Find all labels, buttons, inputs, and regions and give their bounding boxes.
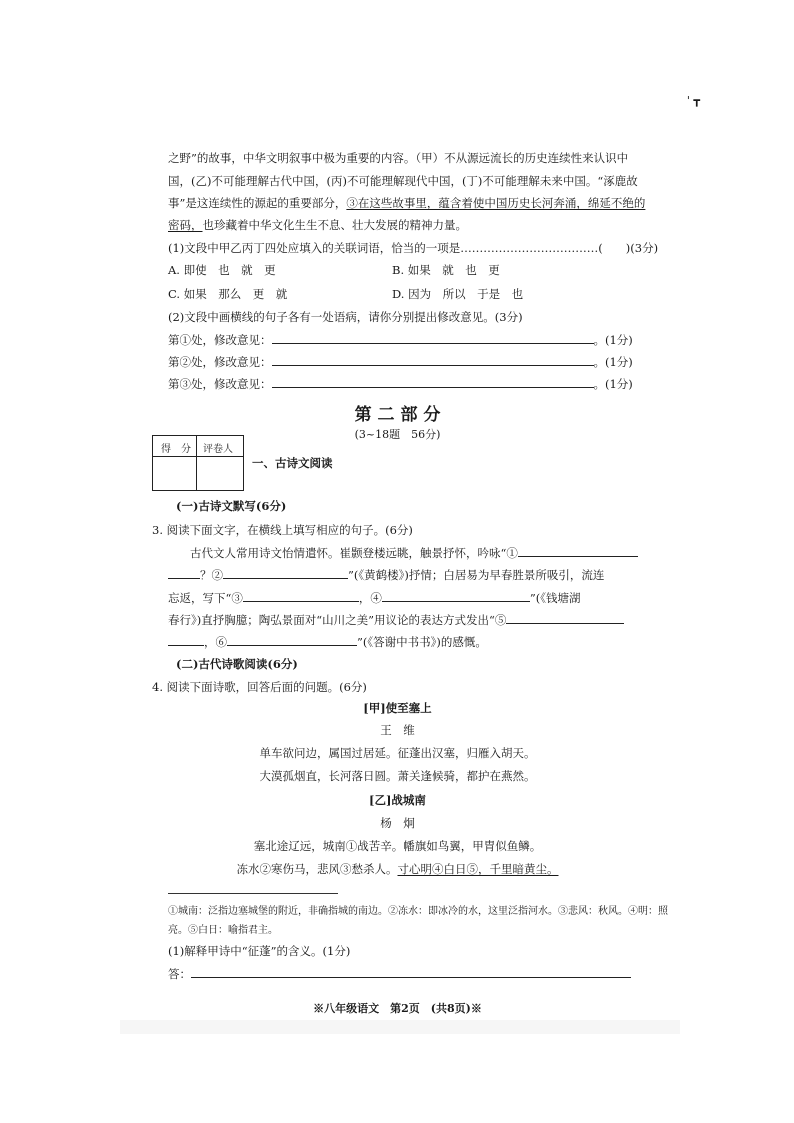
question-2-stem: (2)文段中画横线的句子各有一处语病，请你分别提出修改意见。(3分) [168,310,523,324]
blank-4[interactable] [382,590,530,602]
blank-1[interactable] [518,545,638,557]
part-2-title: 第 二 部 分 [354,405,441,425]
answer-blank[interactable] [191,966,631,978]
underlined-sentence-3-end: 密码， [168,218,203,232]
subsection-1-title: (一)古诗文默写(6分) [176,499,287,513]
revision-1-row: 第①处，修改意见： 。(1分) [168,333,633,347]
poem-a-author: 王 维 [380,723,415,737]
subsection-2-title: (二)古代诗歌阅读(6分) [176,657,298,671]
corner-mark: ' ┳ [686,94,700,107]
section-1-title: 一、古诗文阅读 [252,456,333,470]
question-3-line-5: ，⑥ ”(《答谢中书书》)的感慨。 [168,634,487,650]
underlined-poem-line: 寸心明④白日⑤，千里暗黄尘。 [397,862,559,876]
revision-3-blank[interactable] [272,376,594,388]
passage-line-1: 之野”的故事，中华文明叙事中极为重要的内容。（甲）不从源远流长的历史连续性来认识中 [168,151,629,165]
passage-line-4: 密码，也珍藏着中华文化生生不息、壮大发展的精神力量。 [168,218,467,232]
question-4-1-stem: (1)解释甲诗中“征蓬”的含义。(1分) [168,944,351,958]
footnote-line-1: ①城南：泛指边塞城堡的附近，非确指城的南边。②冻水：即冰冷的水，这里泛指河水。③悲风：秋风。④明：照 [168,906,668,917]
question-3-line-3: 忘返，写下“③ ，④ ”(《钱塘湖 [168,591,581,605]
revision-2-row: 第②处，修改意见： 。(1分) [168,355,633,369]
question-4-stem: 4. 阅读下面诗歌，回答后面的问题。(6分) [152,680,367,694]
passage-line-3: 事”是这连续性的源起的重要部分，③在这些故事里，蕴含着使中国历史长河奔涌，绵延不绝的 [168,196,646,210]
blank-2[interactable] [223,567,348,579]
revision-2-blank[interactable] [272,354,594,366]
poem-b-author: 杨 炯 [380,816,415,830]
page-footer: ※八年级语文 第2页 (共8页)※ [313,1002,482,1015]
scan-shadow [120,1020,680,1034]
blank-5-end[interactable] [168,634,204,646]
poem-a-line-1: 单车欲问边，属国过居延。征蓬出汉塞，归雁入胡天。 [259,746,536,760]
blank-6[interactable] [227,634,357,646]
answer-row: 答： [168,966,631,982]
question-3-stem: 3. 阅读下面文字，在横线上填写相应的句子。(6分) [152,523,413,537]
poem-a-title: [甲]使至塞上 [363,701,432,715]
question-3-line-1: 古代文人常用诗文怡情遣怀。崔颢登楼远眺，触景抒怀，吟咏“① [190,545,638,561]
poem-a-line-2: 大漠孤烟直，长河落日圆。萧关逢候骑，都护在燕然。 [259,769,536,783]
option-c[interactable]: C. 如果 那么 更 就 [168,287,288,301]
question-3-line-2: ？② ”(《黄鹤楼》)抒情；白居易为早春胜景所吸引，流连 [168,567,604,583]
score-table [152,435,244,491]
part-2-subtitle: (3~18题 56分) [354,428,441,441]
blank-5[interactable] [506,612,624,624]
option-a[interactable]: A. 即使 也 就 更 [168,263,276,277]
revision-3-row: 第③处，修改意见： 。(1分) [168,377,633,391]
footnote-divider [168,893,338,894]
underlined-sentence-3: ③在这些故事里，蕴含着使中国历史长河奔涌，绵延不绝的 [346,196,646,210]
poem-b-title: [乙]战城南 [369,793,426,807]
revision-1-blank[interactable] [272,332,594,344]
question-3-line-4: 春行》)直抒胸臆；陶弘景面对“山川之美”用议论的表达方式发出“⑤ [168,612,624,628]
blank-1-end[interactable] [168,567,200,579]
question-1-stem: (1)文段中甲乙丙丁四处应填入的关联词语，恰当的一项是………………………………( )(3分) [168,241,659,255]
poem-b-line-2: 冻水②寒伤马，悲风③愁杀人。寸心明④白日⑤，千里暗黄尘。 [236,862,559,876]
footnote-line-2: 亮。⑤白日：喻指君主。 [168,925,278,936]
option-d[interactable]: D. 因为 所以 于是 也 [392,287,524,301]
score-label: 得 分 [161,444,191,455]
option-b[interactable]: B. 如果 就 也 更 [392,263,500,277]
poem-b-line-1: 塞北途辽远，城南①战苦辛。幡旗如鸟翼，甲胄似鱼鳞。 [253,839,542,853]
blank-3[interactable] [243,590,359,602]
grader-label: 评卷人 [203,444,233,455]
passage-line-2: 国，(乙)不可能理解古代中国，(丙)不可能理解现代中国，(丁)不可能理解未来中国。“涿鹿故 [168,174,638,188]
